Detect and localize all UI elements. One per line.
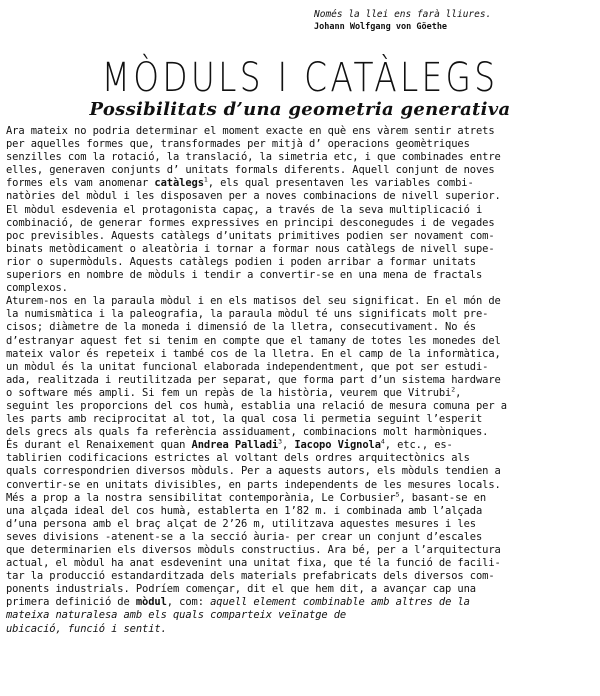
text-line [6, 479, 594, 492]
text-run: mateix valor és repeteix i també cos de la lletra. En el camp de la informàtica, [6, 347, 501, 360]
text-line [6, 308, 594, 321]
text-run: , [455, 386, 462, 399]
bold-text: Andrea Palladi [191, 439, 279, 452]
footnote-ref: 5 [395, 490, 400, 499]
text-line [6, 335, 594, 348]
text-run: , basant-se en [399, 491, 486, 504]
bold-text: Iacopo Vignola [294, 439, 381, 452]
text-run: tar la producció estandarditzada dels materials prefabricats dels diversos com- [6, 570, 495, 583]
text-run: formes els vam anomenar [6, 177, 155, 190]
text-run: una alçada ideal del cos humà, establerta en 1’82 m. i combinada amb l’alçada [6, 504, 483, 517]
footnote-ref: 4 [380, 437, 385, 446]
text-line [6, 557, 594, 570]
text-line [6, 204, 594, 217]
text-line [6, 609, 594, 622]
footnote-ref: 1 [203, 175, 208, 184]
epigraph [314, 8, 594, 34]
body-text [6, 125, 594, 636]
text-line [6, 138, 594, 151]
text-line [6, 151, 594, 164]
text-run: actual, el mòdul ha anat esdevenint una unitat fixa, que té la funció de facili- [6, 557, 501, 570]
text-line [6, 164, 594, 177]
text-line [6, 190, 594, 203]
bold-text: mòdul [135, 596, 167, 609]
text-line [6, 295, 594, 308]
text-line [6, 452, 594, 465]
text-run: o software més ampli. Si fem un repàs de la història, veurem que Vitrubi [6, 386, 452, 399]
italic-text: mateixa naturalesa amb els quals comparteix veïnatge de [6, 609, 347, 622]
text-run: quals correspondrien diversos mòduls. Per a aquests autors, els mòduls tendien a [6, 465, 501, 478]
text-line [6, 413, 594, 426]
text-run: , etc., es- [384, 439, 453, 452]
text-run: ponents industrials. Podríem començar, dit el que hem dit, a avançar cap una [6, 583, 476, 596]
text-line [6, 348, 594, 361]
text-run: d’estranyar aquest fet si tenim en compte que el tamany de totes les monedes del [6, 334, 501, 347]
footnote-ref: 2 [451, 385, 456, 394]
text-run: natòries del mòdul i les disposaven per a noves combinacions de nivell superior. [6, 190, 501, 203]
text-run: senzilles com la rotació, la translació, la simetria etc, i que combinades entre [6, 151, 501, 164]
text-run: per aquelles formes que, transformades per mitjà d’ operacions geomètriques [6, 138, 470, 151]
text-run: Més a prop a la nostra sensibilitat contemporània, Le Corbusier [6, 491, 396, 504]
text-line [6, 243, 594, 256]
text-run: complexos. [6, 282, 68, 295]
text-run: , [281, 439, 295, 452]
italic-text: ubicació, funció i sentit. [6, 622, 167, 635]
text-run: convertir-se en unitats divisibles, en parts independents de les mesures locals. [6, 478, 501, 491]
text-run: El mòdul esdevenia el protagonista capaç, a través de la seva multiplicació i [6, 203, 483, 216]
text-line [6, 465, 594, 478]
text-run: tablirien codificacions estrictes al voltant dels ordres arquitectònics als [6, 452, 470, 465]
text-run: , com: [166, 596, 211, 609]
text-line [6, 125, 594, 138]
page-title: MÒDULS I CATÀLEGS [101, 55, 499, 101]
text-run: És durant el Renaixement quan [6, 439, 192, 452]
text-run: superiors en nombre de mòduls i tendir a convertir-se en una mena de fractals [6, 269, 483, 282]
text-line [6, 387, 594, 400]
text-run: rior o supermòduls. Aquests catàlegs podien i poden arribar a formar unitats [6, 255, 476, 268]
text-run: seves divisions -atenent-se a la secció àuria- per crear un conjunt d’escales [6, 530, 483, 543]
text-line [6, 256, 594, 269]
page-subtitle: Possibilitats d’una geometria generativa [89, 99, 511, 120]
text-run: combinació, de generar formes expressives en principi desconegudes i de vegades [6, 216, 495, 229]
text-run: Aturem-nos en la paraula mòdul i en els matisos del seu significat. En el món de [6, 295, 501, 308]
italic-text: aquell element combinable amb altres de la [210, 596, 470, 609]
text-run: les parts amb reciprocitat al tot, la qual cosa li permetia seguint l’esperit [6, 413, 483, 426]
text-line [6, 282, 594, 295]
text-run: Ara mateix no podria determinar el moment exacte en què ens vàrem sentir atrets [6, 125, 495, 137]
text-line [6, 596, 594, 609]
text-line [6, 583, 594, 596]
text-line [6, 400, 594, 413]
text-line [6, 505, 594, 518]
text-line [6, 217, 594, 230]
text-line [6, 544, 594, 557]
text-line [6, 361, 594, 374]
text-run: d’una persona amb el braç alçat de 2’26 m, utilitzava aquestes mesures i les [6, 517, 476, 530]
text-run: un mòdul és la unitat funcional elaborada independentment, que pot ser estudi- [6, 360, 489, 373]
text-line [6, 177, 594, 190]
text-line [6, 518, 594, 531]
text-run: primera definició de [6, 596, 136, 609]
text-run: , els qual presentaven les variables combi- [207, 177, 474, 190]
text-run: dels grecs als quals fa referència assiduament, combinacions molt harmòniques. [6, 426, 489, 439]
text-line [6, 321, 594, 334]
text-line [6, 439, 594, 452]
text-line [6, 269, 594, 282]
text-run: ada, realitzada i reutilitzada per separat, que forma part d’un sistema hardware [6, 373, 501, 386]
text-line [6, 623, 594, 636]
epigraph-author: Johann Wolfgang von Göethe [314, 22, 448, 32]
text-run: la numismàtica i la paleografia, la paraula mòdul té uns significats molt pre- [6, 308, 489, 321]
text-line [6, 531, 594, 544]
text-run: elles, generaven conjunts d’ unitats formals diferents. Aquell conjunt de noves [6, 164, 495, 177]
text-line [6, 492, 594, 505]
text-run: que determinarien els diversos mòduls constructius. Ara bé, per a l’arquitectura [6, 544, 501, 556]
text-line [6, 374, 594, 387]
text-run: binats metòdicament o aleatòria i tornar a formar nous catàlegs de nivell supe- [6, 242, 495, 255]
text-run: seguint les proporcions del cos humà, establia una relació de mesura comuna per a [6, 399, 507, 412]
text-line [6, 570, 594, 583]
text-run: cisos; diàmetre de la moneda i dimensió de la lletra, consecutivament. No és [6, 321, 476, 334]
text-line [6, 230, 594, 243]
footnote-ref: 3 [278, 437, 282, 446]
bold-text: catàlegs [154, 177, 204, 190]
text-run: poc previsibles. Aquests catàlegs d’unitats primitives podien ser novament com- [6, 229, 495, 242]
text-line [6, 426, 594, 439]
epigraph-quote: Només la llei ens farà lliures. [314, 9, 492, 20]
